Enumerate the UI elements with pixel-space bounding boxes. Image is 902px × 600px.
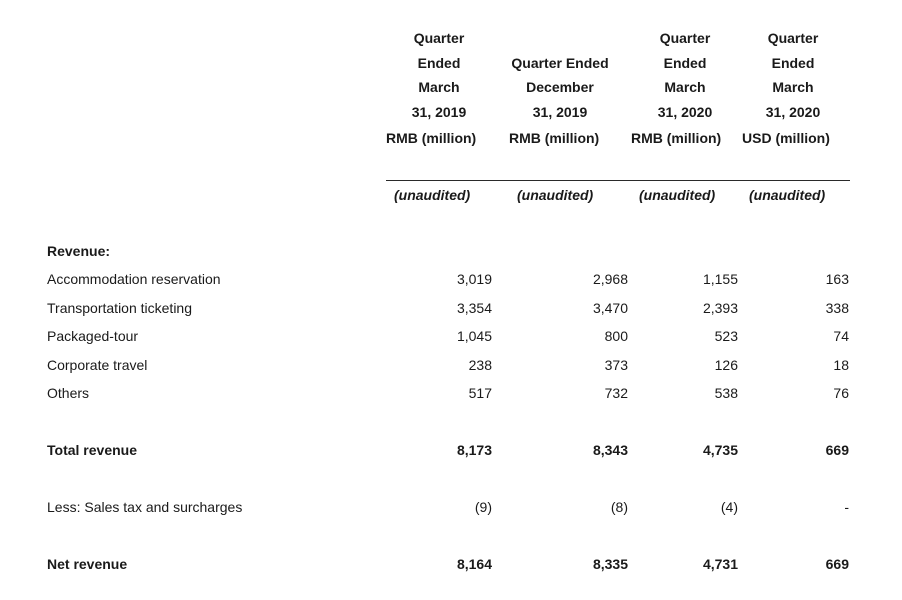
- column-header-line: 31, 2019: [532, 103, 588, 120]
- section-heading: Revenue:: [47, 243, 111, 259]
- cell-value: 800: [604, 328, 628, 344]
- cell-value: 238: [468, 357, 492, 373]
- cell-value-total: 8,343: [592, 442, 628, 458]
- cell-value: 338: [825, 300, 849, 316]
- cell-value: 1,045: [456, 328, 492, 344]
- row-label: Transportation ticketing: [47, 300, 192, 316]
- cell-value-total: 8,173: [456, 442, 492, 458]
- cell-value: 3,470: [592, 300, 628, 316]
- column-unit-2: RMB (million): [509, 130, 600, 146]
- column-header-line: March: [772, 79, 814, 95]
- cell-value: (9): [474, 499, 492, 515]
- row-label: Less: Sales tax and surcharges: [47, 499, 243, 515]
- audit-label-4: (unaudited): [749, 187, 826, 203]
- column-header-line: 31, 2020: [765, 103, 821, 120]
- audit-label-3: (unaudited): [639, 187, 716, 203]
- column-unit-1: RMB (million): [386, 130, 477, 146]
- row-label: Accommodation reservation: [47, 271, 221, 287]
- cell-value: 18: [833, 357, 849, 373]
- cell-value: 126: [714, 357, 738, 373]
- cell-value: (4): [720, 499, 738, 515]
- cell-value: 732: [604, 385, 628, 401]
- column-header-line: Ended: [663, 54, 707, 71]
- audit-label-2: (unaudited): [517, 187, 594, 203]
- cell-value: 3,019: [456, 271, 492, 287]
- row-label: Others: [47, 385, 90, 401]
- column-header-line: Quarter Ended: [511, 54, 609, 71]
- column-header-line: December: [526, 79, 594, 95]
- cell-value: (8): [610, 499, 628, 515]
- cell-value-net: 8,164: [456, 556, 492, 572]
- header-divider: [386, 180, 850, 181]
- cell-value-total: 669: [825, 442, 849, 458]
- cell-value-total: 4,735: [702, 442, 738, 458]
- column-header-4: [740, 26, 846, 124]
- row-label-net: Net revenue: [47, 556, 128, 572]
- cell-value: 76: [833, 385, 849, 401]
- row-label: Packaged-tour: [47, 328, 139, 344]
- cell-value: 523: [714, 328, 738, 344]
- column-header-line: Quarter: [413, 30, 465, 46]
- cell-value-net: 4,731: [702, 556, 738, 572]
- cell-value-net: 8,335: [592, 556, 628, 572]
- cell-value: 373: [604, 357, 628, 373]
- cell-value: 2,968: [592, 271, 628, 287]
- cell-value: 2,393: [702, 300, 738, 316]
- cell-value: 74: [833, 328, 849, 344]
- cell-value: 517: [468, 385, 492, 401]
- column-header-line: Quarter: [767, 30, 819, 46]
- column-header-line: Ended: [771, 54, 815, 71]
- column-header-line: March: [664, 79, 706, 95]
- column-header-line: Ended: [417, 54, 461, 71]
- column-header-3: [630, 26, 740, 124]
- column-header-1: [386, 26, 492, 124]
- cell-value: -: [844, 499, 849, 515]
- column-header-line: Quarter: [659, 30, 711, 46]
- audit-label-1: (unaudited): [394, 187, 471, 203]
- cell-value: 3,354: [456, 300, 492, 316]
- column-header-line: 31, 2020: [657, 103, 713, 120]
- cell-value-net: 669: [825, 556, 849, 572]
- cell-value: 163: [825, 271, 849, 287]
- row-label-total: Total revenue: [47, 442, 137, 458]
- column-unit-4: USD (million): [742, 130, 830, 146]
- column-header-line: 31, 2019: [411, 103, 467, 120]
- column-unit-3: RMB (million): [631, 130, 722, 146]
- row-label: Corporate travel: [47, 357, 148, 373]
- cell-value: 1,155: [702, 271, 738, 287]
- column-header-2: [500, 51, 620, 125]
- column-header-line: March: [418, 79, 460, 95]
- cell-value: 538: [714, 385, 738, 401]
